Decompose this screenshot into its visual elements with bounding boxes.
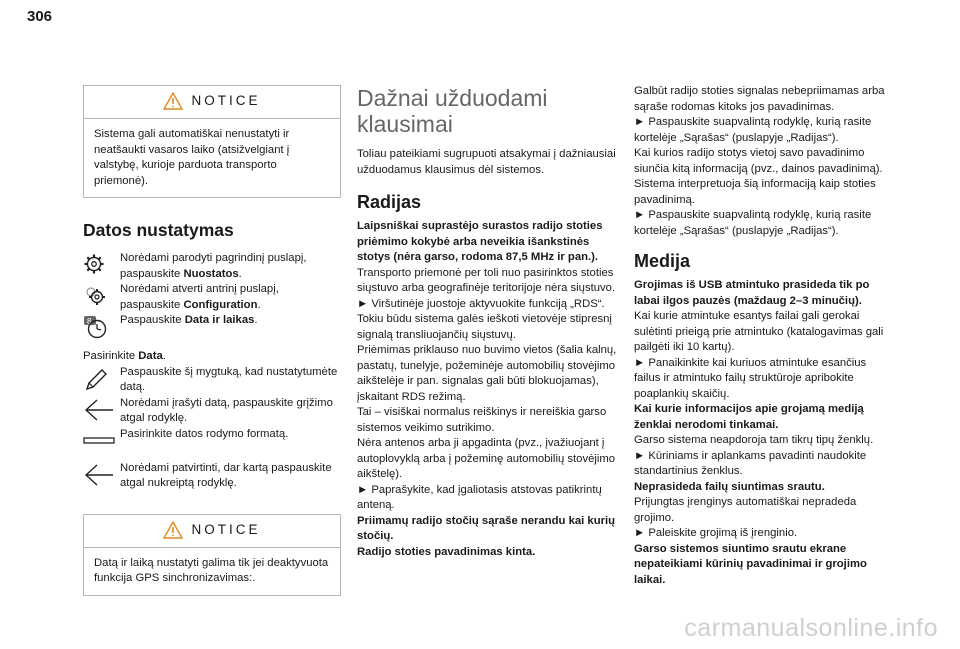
question: Laipsniškai suprastėjo surastos radijo stoties priėmimo kokybė arba neveikia išankstinės stotys (nėra garso, rodoma 87,5 MHz ir pan.). xyxy=(357,220,603,263)
notice-divider xyxy=(84,547,340,548)
step-tail: . xyxy=(238,267,242,280)
step-configuration xyxy=(83,282,341,313)
answer: ► Paprašykite, kad įgaliotasis atstovas patikrintų anteną. xyxy=(357,483,602,511)
answer: ► Viršutinėje juostoje aktyvuokite funkciją „RDS“. Tokiu būdu sistema galės ieškoti vietovėje stipresnį signalą transliuojančių siųstuvų. xyxy=(357,297,612,341)
step-text: Norėdami atverti antrinį puslapį, paspauskite xyxy=(120,283,279,311)
faq-intro: Toliau pateikiami sugrupuoti atsakymai į dažniausiai užduodamus klausimus dėl sistemos. xyxy=(357,148,616,176)
answer: Kai kurios radijo stotys vietoj savo pavadinimo siunčia kitą informaciją (pvz., dainos pavadinimą). xyxy=(634,147,883,175)
notice-box xyxy=(83,85,341,198)
step-edit-date xyxy=(83,365,341,396)
answer: ► Paleiskite grojimą iš įrenginio. xyxy=(634,527,798,539)
watermark: carmanualsonline.info xyxy=(684,614,938,642)
radijas-heading: Radijas xyxy=(357,192,422,212)
notice-title: NOTICE xyxy=(191,521,261,537)
question: Radijo stoties pavadinimas kinta. xyxy=(357,545,536,558)
gear-icon xyxy=(83,253,105,275)
step-text: Norėdami parodyti pagrindinį puslapį, paspauskite xyxy=(120,252,307,280)
answer: ► Paspauskite suapvalintą rodyklę, kurią rasite kortelėje „Sąrašas“ (puslapyje „Radijas“). xyxy=(634,209,872,237)
answer: ► Panaikinkite kai kuriuos atmintuke esančius failus ir atmintuko failų struktūroje apribokite poaplankių skaičių. xyxy=(634,356,867,400)
clock-icon xyxy=(83,315,107,339)
notice-text: Datą ir laiką nustatyti galima tik jei deaktyvuota funkcija GPS sinchronizavimas:. xyxy=(94,556,329,584)
select-keyword: Data xyxy=(138,350,163,362)
datos-heading: Datos nustatymas xyxy=(83,220,234,240)
answer: Prijungtas įrenginys automatiškai nepradeda grojimo. xyxy=(634,496,857,524)
select-text: Pasirinkite xyxy=(83,350,139,362)
column-right xyxy=(634,84,892,588)
answer: ► Kūriniams ir aplankams pavadinti naudokite standartinius ženklus. xyxy=(634,449,867,477)
double-gear-icon xyxy=(83,284,107,306)
question: Garso sistemos siuntimo srautu ekrane nepateikiami kūrinių pavadinimai ir grojimo laikai. xyxy=(634,542,867,586)
answer: Kai kurie atmintuke esantys failai gali gerokai sulėtinti prieigą prie atmintuko (katalogavimas gali pailgėti iki 10 kartų). xyxy=(634,310,884,353)
select-tail: . xyxy=(162,350,166,362)
notice-header xyxy=(94,521,330,539)
step-tail: . xyxy=(254,314,258,326)
page-number: 306 xyxy=(27,8,53,25)
column-left xyxy=(83,85,341,596)
step-confirm xyxy=(83,461,341,492)
answer: Galbūt radijo stoties signalas nebepriimamas arba sąraše rodomas kitoks jos pavadinimas. xyxy=(634,85,885,113)
answer: Sistema interpretuoja šią informaciją kaip stoties pavadinimą. xyxy=(634,178,876,206)
medija-heading: Medija xyxy=(634,251,691,271)
answer: ► Paspauskite suapvalintą rodyklę, kurią rasite kortelėje „Sąrašas“ (puslapyje „Radijas“). xyxy=(634,116,872,144)
step-keyword: Data ir laikas xyxy=(184,314,255,326)
column-middle xyxy=(357,85,617,560)
notice-text: Sistema gali automatiškai nenustatyti ir neatšaukti vasaros laiko (atsižvelgiant į valstybę, kurioje parduota transporto priemonė). xyxy=(94,128,290,187)
step-keyword: Configuration xyxy=(183,298,258,311)
notice-box xyxy=(83,514,341,596)
step-text: Paspauskite šį mygtuką, kad nustatytumėte datą. xyxy=(120,365,338,393)
step-settings xyxy=(83,251,341,282)
faq-title: Dažnai užduodami klausimai xyxy=(357,85,548,137)
step-text: Norėdami patvirtinti, dar kartą paspauskite atgal nukreiptą rodyklę. xyxy=(120,461,332,489)
notice-title: NOTICE xyxy=(191,93,261,109)
step-text: Paspauskite xyxy=(120,314,185,326)
svg-text:8: 8 xyxy=(87,317,92,326)
format-bar-icon xyxy=(83,429,115,449)
step-text: Norėdami įrašyti datą, paspauskite grįžimo atgal rodyklę. xyxy=(120,396,333,424)
notice-header xyxy=(94,92,330,110)
step-date-time xyxy=(83,313,341,339)
warning-triangle-icon xyxy=(163,521,183,539)
question: Grojimas iš USB atmintuko prasideda tik po labai ilgos pauzės (maždaug 2–3 minučių). xyxy=(634,279,870,307)
answer: Garso sistema neapdoroja tam tikrų tipų ženklų. xyxy=(634,434,874,446)
select-data-line xyxy=(83,349,341,365)
back-arrow-icon xyxy=(83,398,115,422)
step-save-date xyxy=(83,396,341,427)
step-tail: . xyxy=(257,298,261,311)
step-text: Pasirinkite datos rodymo formatą. xyxy=(120,427,289,440)
notice-divider xyxy=(84,118,340,119)
question: Kai kurie informacijos apie grojamą mediją ženklai nerodomi tinkamai. xyxy=(634,403,864,431)
question: Neprasideda failų siuntimas srautu. xyxy=(634,480,825,493)
answer: Nėra antenos arba ji apgadinta (pvz., įvažiuojant į autoplovyklą arba į požeminę automobilių stovėjimo aikštelę). xyxy=(357,437,616,480)
question: Priimamų radijo stočių sąraše nerandu kai kurių stočių. xyxy=(357,514,616,542)
warning-triangle-icon xyxy=(163,92,183,110)
answer: Transporto priemonė per toli nuo pasirinktos stoties siųstuvo arba geografinėje teritorijoje nėra siųstuvo. xyxy=(357,266,616,294)
step-keyword: Nuostatos xyxy=(183,267,239,280)
pencil-icon xyxy=(83,367,109,393)
back-arrow-icon xyxy=(83,463,115,487)
answer: Tai – visiškai normalus reiškinys ir nereiškia garso sistemos veikimo sutrikimo. xyxy=(357,406,607,434)
answer: Priėmimas priklauso nuo buvimo vietos (šalia kalnų, pastatų, tunelyje, požeminėje automobilių stovėjimo aikštelėje ir pan. signalas gali būti blokuojamas), įskaitant RDS režimą. xyxy=(357,344,617,403)
step-date-format xyxy=(83,427,341,449)
